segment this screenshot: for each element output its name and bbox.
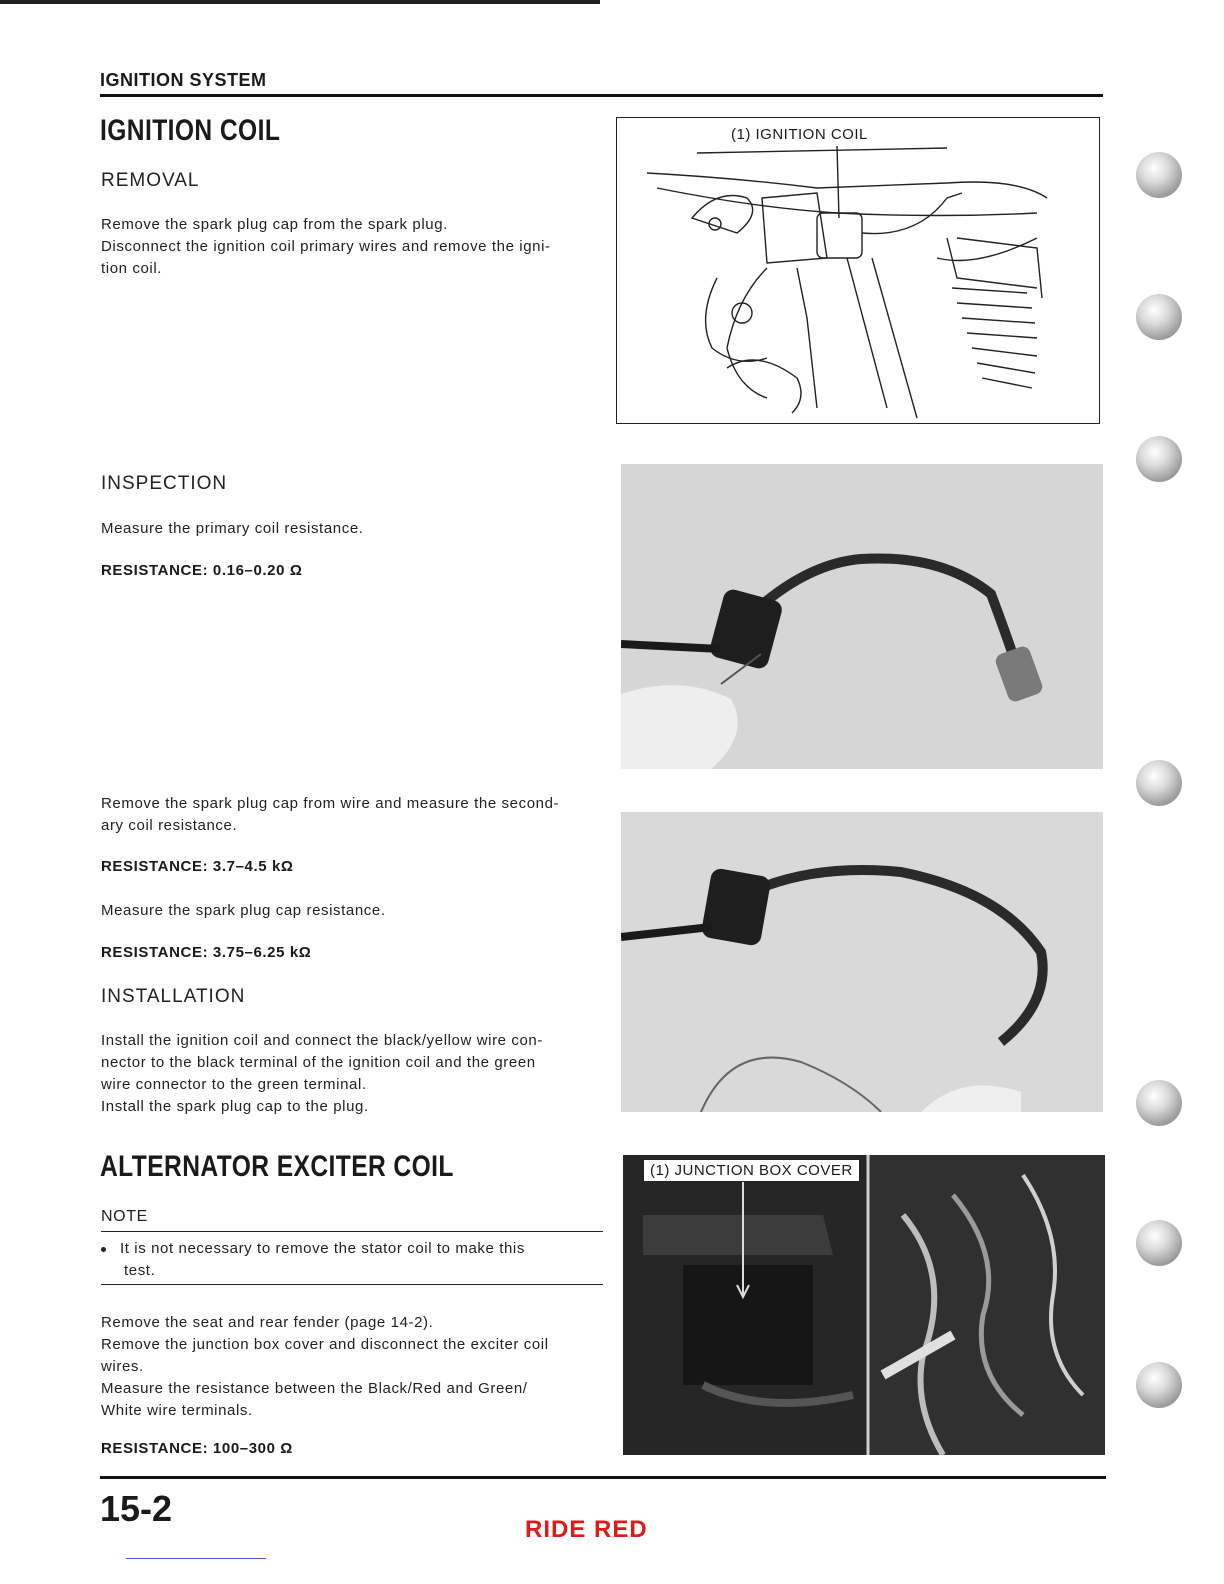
exciter-line: Measure the resistance between the Black/Red and Green/ bbox=[101, 1380, 528, 1397]
removal-line: Disconnect the ignition coil primary wires and remove the igni- bbox=[101, 238, 551, 255]
note-line: test. bbox=[124, 1262, 156, 1279]
ignition-coil-callout: (1) IGNITION COIL bbox=[725, 124, 874, 145]
binder-hole bbox=[1136, 760, 1182, 806]
installation-heading: INSTALLATION bbox=[101, 986, 246, 1007]
removal-heading: REMOVAL bbox=[101, 170, 200, 191]
binder-hole bbox=[1136, 1220, 1182, 1266]
removal-text bbox=[101, 214, 611, 280]
junction-box-photo bbox=[623, 1155, 1105, 1455]
cap-resistance-text: Measure the spark plug cap resistance. bbox=[101, 902, 386, 919]
junction-box-illustration bbox=[623, 1155, 1105, 1455]
note-top-rule bbox=[101, 1231, 603, 1232]
ignition-coil-figure bbox=[616, 117, 1100, 424]
exciter-coil-title: ALTERNATOR EXCITER COIL bbox=[100, 1150, 454, 1183]
exciter-line: Remove the junction box cover and disconnect the exciter coil bbox=[101, 1336, 549, 1353]
note-heading: NOTE bbox=[101, 1208, 148, 1225]
primary-resistance-spec: RESISTANCE: 0.16–0.20 Ω bbox=[101, 562, 303, 579]
installation-line: Install the ignition coil and connect the black/yellow wire con- bbox=[101, 1032, 543, 1049]
installation-line: nector to the black terminal of the ignition coil and the green bbox=[101, 1054, 536, 1071]
exciter-coil-text bbox=[101, 1312, 611, 1422]
brand-logo: RIDE RED bbox=[525, 1516, 648, 1543]
link-underline bbox=[126, 1558, 266, 1559]
section-header: IGNITION SYSTEM bbox=[100, 70, 267, 90]
primary-coil-measurement-photo bbox=[621, 464, 1103, 769]
secondary-line: Remove the spark plug cap from wire and measure the second- bbox=[101, 795, 560, 812]
inspection-heading: INSPECTION bbox=[101, 473, 228, 494]
installation-text bbox=[101, 1030, 611, 1118]
removal-line: Remove the spark plug cap from the spark plug. bbox=[101, 216, 448, 233]
secondary-line: ary coil resistance. bbox=[101, 817, 238, 834]
note-line: It is not necessary to remove the stator coil to make this bbox=[120, 1240, 525, 1257]
exciter-resistance-spec: RESISTANCE: 100–300 Ω bbox=[101, 1440, 293, 1457]
binder-hole bbox=[1136, 1080, 1182, 1126]
binder-hole bbox=[1136, 436, 1182, 482]
binder-hole bbox=[1136, 152, 1182, 198]
exciter-line: Remove the seat and rear fender (page 14-2). bbox=[101, 1314, 434, 1331]
footer-rule bbox=[100, 1476, 1106, 1479]
coil-photo-illustration bbox=[621, 812, 1103, 1112]
coil-photo-illustration bbox=[621, 464, 1103, 769]
installation-line: wire connector to the green terminal. bbox=[101, 1076, 367, 1093]
note-body bbox=[101, 1238, 603, 1282]
exciter-line: White wire terminals. bbox=[101, 1402, 253, 1419]
secondary-coil-text bbox=[101, 793, 611, 837]
installation-line: Install the spark plug cap to the plug. bbox=[101, 1098, 369, 1115]
note-bottom-rule bbox=[101, 1284, 603, 1285]
secondary-coil-measurement-photo bbox=[621, 812, 1103, 1112]
junction-box-callout: (1) JUNCTION BOX COVER bbox=[643, 1159, 860, 1182]
page-number: 15-2 bbox=[100, 1488, 173, 1529]
removal-line: tion coil. bbox=[101, 260, 163, 277]
secondary-resistance-spec: RESISTANCE: 3.7–4.5 kΩ bbox=[101, 858, 294, 875]
exciter-line: wires. bbox=[101, 1358, 144, 1375]
cap-resistance-spec: RESISTANCE: 3.75–6.25 kΩ bbox=[101, 944, 312, 961]
binder-hole bbox=[1136, 294, 1182, 340]
ignition-coil-drawing bbox=[617, 118, 1099, 423]
binder-hole bbox=[1136, 1362, 1182, 1408]
header-rule bbox=[100, 94, 1103, 97]
ignition-coil-title: IGNITION COIL bbox=[100, 114, 281, 147]
inspection-primary-text: Measure the primary coil resistance. bbox=[101, 520, 364, 537]
top-edge-rule bbox=[0, 0, 600, 4]
bullet-dot bbox=[101, 1247, 106, 1252]
